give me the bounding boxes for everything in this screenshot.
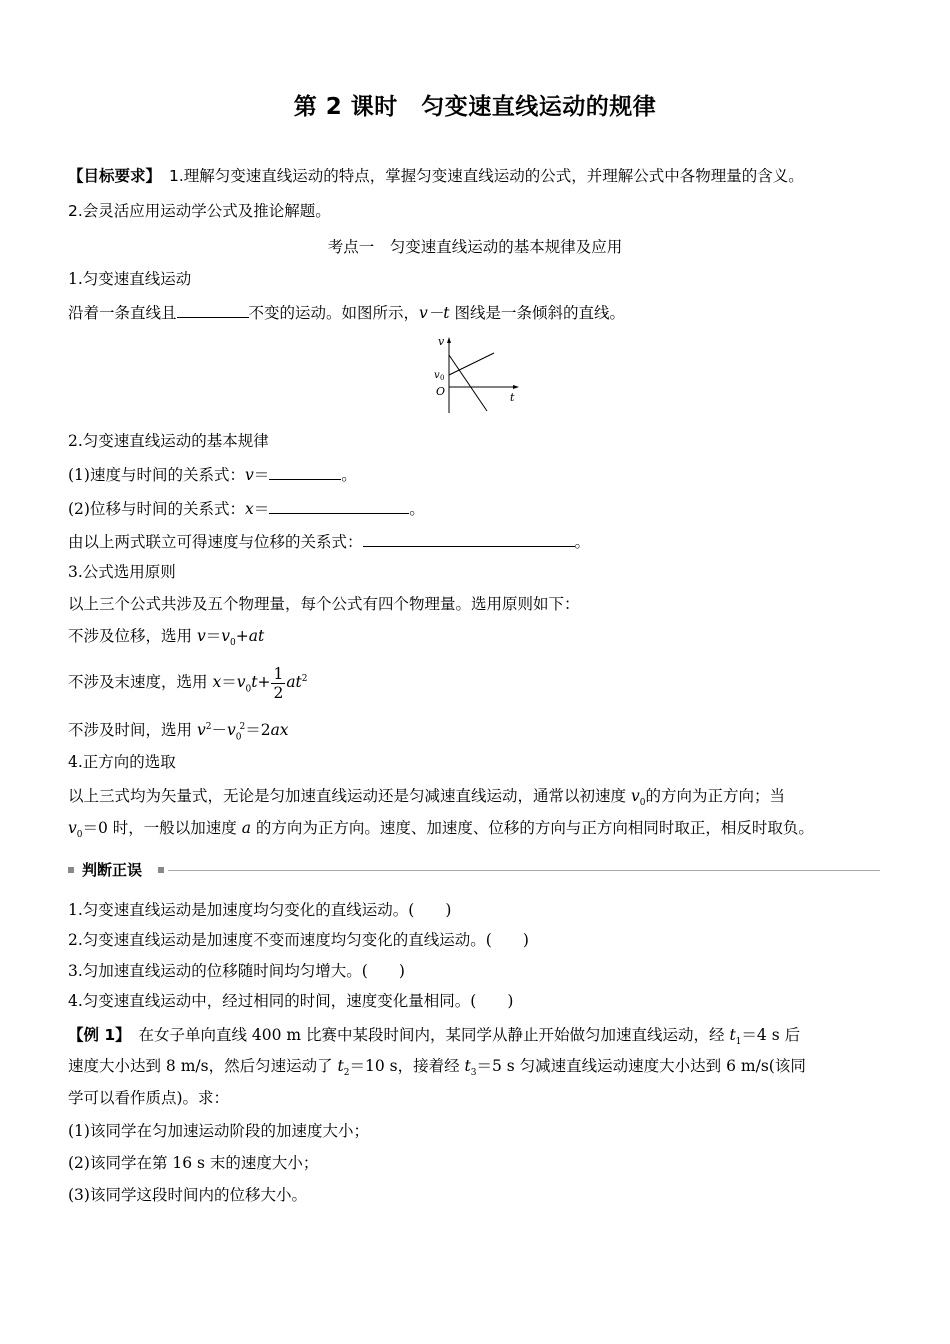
v0-label: v bbox=[434, 370, 440, 381]
example-l2a: 速度大小达到 8 m/s，然后匀速运动了 bbox=[68, 1057, 338, 1075]
t-label: t bbox=[510, 391, 515, 404]
s1-text-c: 图线是一条倾斜的直线。 bbox=[449, 304, 625, 322]
s4-p2b: ＝0 时，一般以加速度 bbox=[82, 819, 242, 837]
section1-heading: 1.匀变速直线运动 bbox=[68, 270, 192, 288]
v0-sub: 0 bbox=[440, 374, 445, 382]
s2-l2end: 。 bbox=[409, 500, 425, 518]
s2-l1b: v bbox=[244, 466, 254, 484]
s2-l3a: 由以上两式联立可得速度与位移的关系式： bbox=[68, 533, 363, 551]
judge-item-4: 4.匀变速直线运动中，经过相同的时间，速度变化量相同。( ) bbox=[68, 992, 514, 1010]
judge-item-1: 1.匀变速直线运动是加速度均匀变化的直线运动。( ) bbox=[68, 901, 452, 919]
blank-3 bbox=[269, 497, 409, 514]
judge-item-2: 2.匀变速直线运动是加速度不变而速度均匀变化的直线运动。( ) bbox=[68, 931, 529, 949]
example-question-2: (2)该同学在第 16 s 末的速度大小； bbox=[68, 1154, 319, 1172]
rule-no-final-velocity: 不涉及末速度，选用 $x=v_0t+$ $\frac{1}{2}$ $at^2$ bbox=[68, 664, 308, 702]
rule-no-displacement: 不涉及位移，选用 $v=v_0+at$ bbox=[68, 627, 265, 649]
goals-text-1: 1.理解匀变速直线运动的特点，掌握匀变速直线运动的公式，并理解公式中各物理量的含义。 bbox=[169, 167, 804, 185]
v-axis-arrow bbox=[447, 337, 451, 343]
formula-displacement-line bbox=[68, 497, 425, 520]
s2-l2b: x bbox=[244, 500, 254, 518]
section4-para-1: 以上三式均为矢量式，无论是匀加速直线运动还是匀减速直线运动，通常以初速度 $v_0$的方向为正方向；当 bbox=[68, 787, 785, 809]
blank-4 bbox=[363, 530, 575, 547]
example-line-3: 学可以看作质点)。求： bbox=[68, 1089, 230, 1107]
falling-line bbox=[449, 355, 487, 411]
section4-para-2: $v_0=0$ 时，一般以加速度 a 的方向为正方向。速度、加速度、位移的方向与正方向相同时取正，相反时取负。 bbox=[68, 819, 814, 841]
s2-l1c: ＝ bbox=[253, 466, 270, 484]
example-question-1: (1)该同学在匀加速运动阶段的加速度大小； bbox=[68, 1122, 369, 1140]
origin-label: O bbox=[436, 385, 446, 398]
header-square-icon bbox=[68, 867, 74, 873]
s2-l3end: 。 bbox=[574, 533, 591, 551]
example-l2b: ＝10 s，接着经 bbox=[349, 1057, 465, 1075]
judge-item-3: 3.匀加速直线运动的位移随时间均匀增大。( ) bbox=[68, 962, 405, 980]
judge-section-header bbox=[68, 859, 880, 881]
blank-1 bbox=[177, 301, 249, 318]
s3-r2: 不涉及末速度，选用 bbox=[68, 673, 213, 692]
example-l1a: 在女子单向直线 400 m 比赛中某段时间内，某同学从静止开始做匀加速直线运动，经 bbox=[122, 1026, 730, 1044]
section1-text bbox=[68, 301, 625, 324]
formula-relation-line bbox=[68, 530, 590, 553]
goals-label: 【目标要求】 bbox=[68, 167, 162, 185]
fraction-half: $\frac{1}{2}$ bbox=[273, 664, 284, 702]
s2-l1a: (1)速度与时间的关系式： bbox=[68, 466, 245, 484]
s3-r3: 不涉及时间，选用 bbox=[68, 721, 197, 740]
t-axis-arrow bbox=[513, 385, 519, 389]
s1-text-a: 沿着一条直线且 bbox=[68, 304, 177, 322]
s2-l2a: (2)位移与时间的关系式： bbox=[68, 500, 245, 518]
s3-r1: 不涉及位移，选用 bbox=[68, 627, 197, 645]
s1-vt: v－t bbox=[419, 304, 450, 322]
goals-line-1 bbox=[68, 165, 804, 187]
s1-text-b: 不变的运动。如图所示， bbox=[248, 304, 420, 322]
section3-intro: 以上三个公式共涉及五个物理量，每个公式有四个物理量。选用原则如下： bbox=[68, 595, 580, 613]
vt-graph bbox=[430, 333, 525, 418]
s4-p2d: 的方向为正方向。速度、加速度、位移的方向与正方向相同时取正，相反时取负。 bbox=[250, 819, 814, 837]
s4-p1: 以上三式均为矢量式，无论是匀加速直线运动还是匀减速直线运动，通常以初速度 bbox=[68, 787, 631, 805]
rule-no-time: 不涉及时间，选用 $v^2-v_0^2=2ax$ bbox=[68, 721, 289, 743]
example-label: 【例 1】 bbox=[68, 1026, 123, 1044]
header-rule bbox=[168, 870, 880, 871]
s4-p1b: 的方向为正方向；当 bbox=[645, 787, 785, 805]
example-l2c: ＝5 s 匀减速直线运动速度大小达到 6 m/s(该同 bbox=[476, 1057, 806, 1075]
s2-l2c: ＝ bbox=[253, 500, 270, 518]
rising-line bbox=[449, 353, 494, 375]
kaodian-heading: 考点一 匀变速直线运动的基本规律及应用 bbox=[327, 238, 623, 256]
section4-heading: 4.正方向的选取 bbox=[68, 753, 176, 771]
example-line-2: 速度大小达到 8 m/s，然后匀速运动了 $t_2=10$ s，接着经 $t_3=5$ s 匀减速直线运动速度大小达到 6 m/s(该同 bbox=[68, 1057, 806, 1079]
section2-heading: 2.匀变速直线运动的基本规律 bbox=[68, 432, 269, 450]
section3-heading: 3.公式选用原则 bbox=[68, 563, 176, 581]
blank-2 bbox=[269, 463, 341, 480]
example-l1b: ＝4 s 后 bbox=[741, 1026, 801, 1044]
page-title: 第 2 课时 匀变速直线运动的规律 bbox=[293, 94, 657, 120]
example-question-3: (3)该同学这段时间内的位移大小。 bbox=[68, 1186, 307, 1204]
s4-p2c: a bbox=[241, 819, 251, 837]
goals-line-2: 2.会灵活应用运动学公式及推论解题。 bbox=[68, 202, 331, 220]
judge-label: 判断正误 bbox=[82, 861, 143, 879]
header-square-icon bbox=[158, 867, 164, 873]
example-line-1: 【例 1】 在女子单向直线 400 m 比赛中某段时间内，某同学从静止开始做匀加速直线运动，经 $t_1=4$ s 后 bbox=[68, 1026, 801, 1048]
formula-velocity-line bbox=[68, 463, 357, 486]
v-label: v bbox=[438, 335, 445, 348]
s2-l1end: 。 bbox=[341, 466, 357, 484]
